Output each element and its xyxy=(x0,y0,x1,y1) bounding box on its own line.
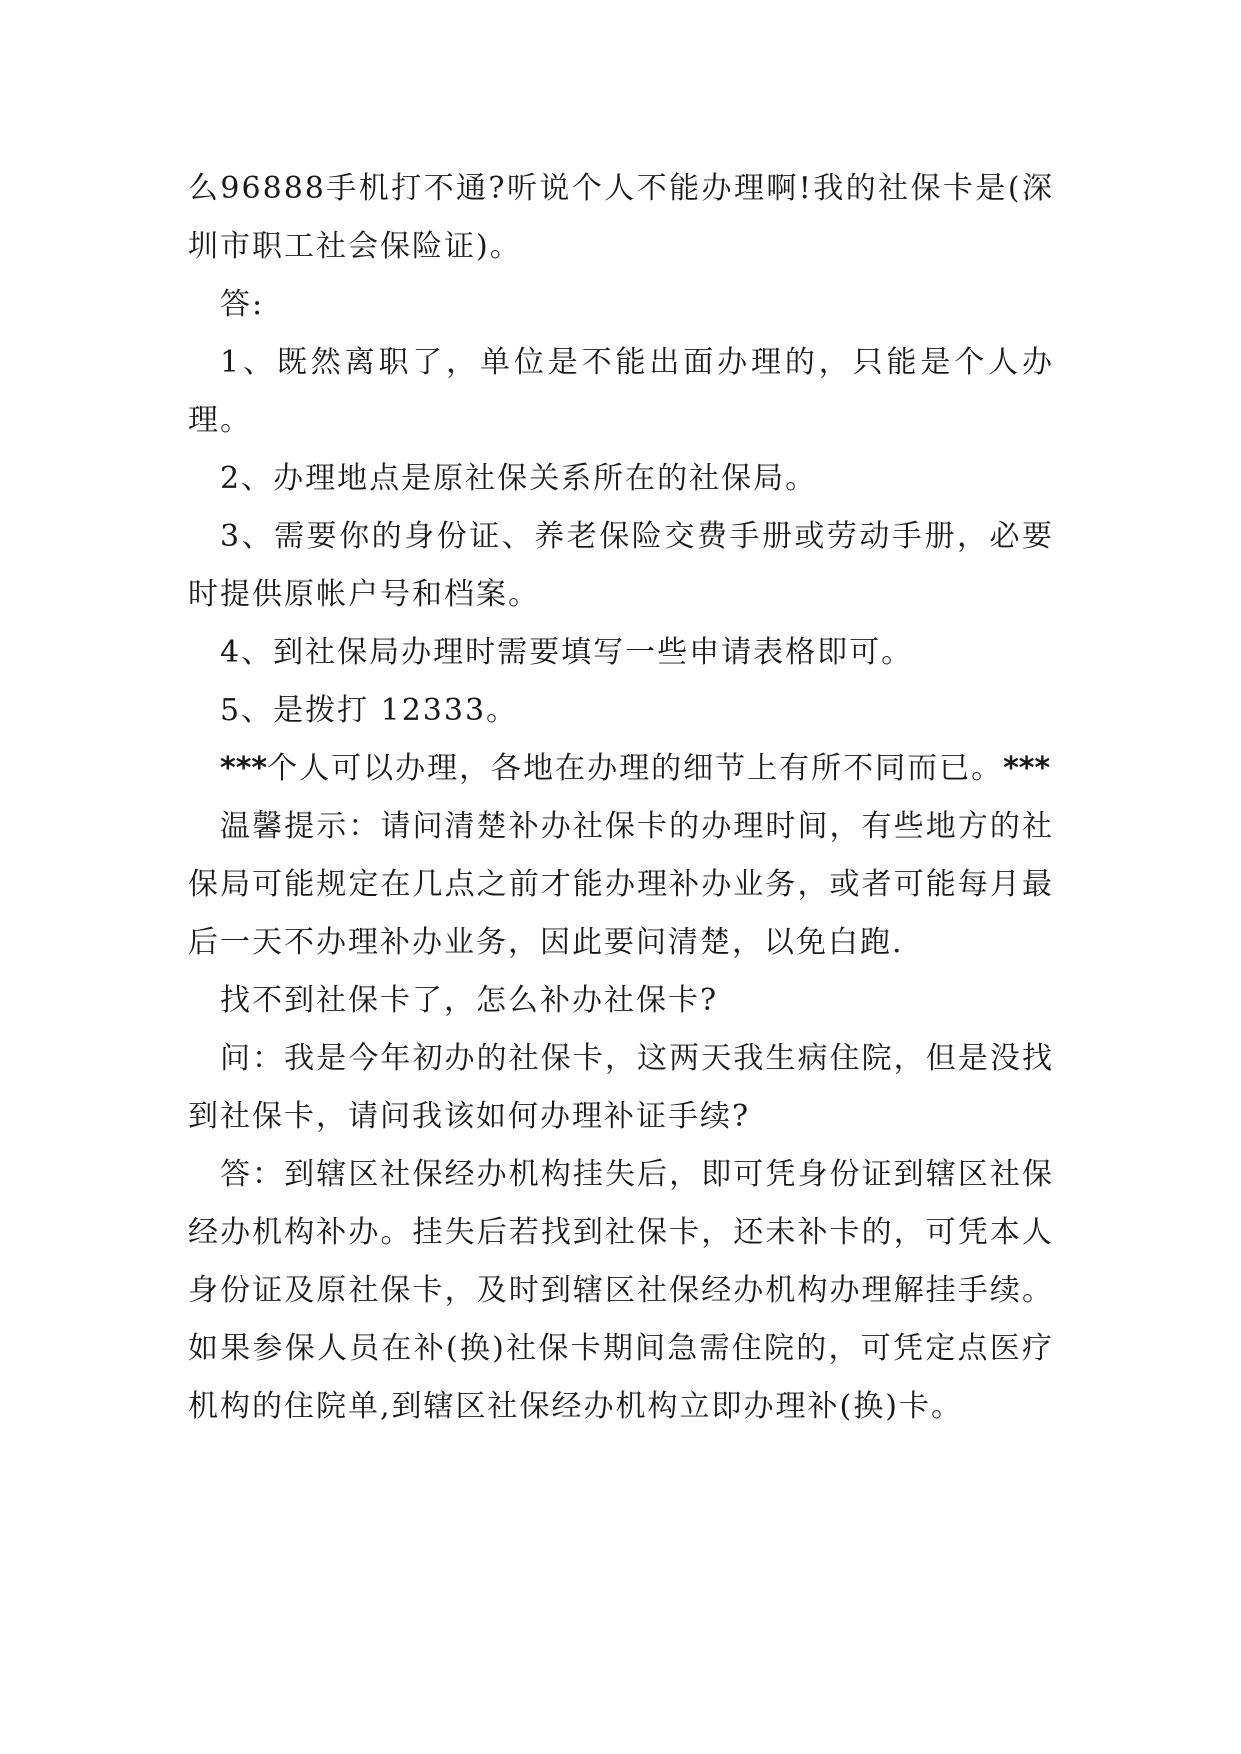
paragraph-question: 问：我是今年初办的社保卡，这两天我生病住院，但是没找到社保卡，请问我该如何办理补证手续? xyxy=(188,1041,1054,1134)
paragraph-answer-item-1: 1、既然离职了，单位是不能出面办理的，只能是个人办理。 xyxy=(188,345,1054,438)
paragraph-answer-label: 答: xyxy=(220,287,265,322)
paragraph-tip: 温馨提示：请问清楚补办社保卡的办理时间，有些地方的社保局可能规定在几点之前才能办理补办业务，或者可能每月最后一天不办理补办业务，因此要问清楚，以免白跑. xyxy=(188,809,1054,960)
note-text: 个人可以办理，各地在办理的细节上有所不同而已。 xyxy=(267,751,1004,786)
paragraph-answer-item-4: 4、到社保局办理时需要填写一些申请表格即可。 xyxy=(220,635,914,670)
document-page xyxy=(188,160,1054,1436)
paragraph-heading-question: 找不到社保卡了，怎么补办社保卡? xyxy=(220,983,719,1018)
stars-before: *** xyxy=(220,751,268,786)
paragraph-continuation: 么96888手机打不通?听说个人不能办理啊!我的社保卡是(深圳市职工社会保险证)。 xyxy=(188,171,1054,264)
paragraph-note xyxy=(188,740,1054,798)
stars-after: *** xyxy=(1003,751,1051,786)
paragraph-answer-item-5: 5、是拨打 12333。 xyxy=(220,693,519,728)
paragraph-answer: 答：到辖区社保经办机构挂失后，即可凭身份证到辖区社保经办机构补办。挂失后若找到社保卡，还未补卡的，可凭本人身份证及原社保卡，及时到辖区社保经办机构办理解挂手续。如果参保人员在补(换)社保卡期间急需住院的，可凭定点医疗机构的住院单,到辖区社保经办机构立即办理补(换)卡。 xyxy=(188,1157,1054,1424)
paragraph-answer-item-3: 3、需要你的身份证、养老保险交费手册或劳动手册，必要时提供原帐户号和档案。 xyxy=(188,519,1054,612)
paragraph-answer-item-2: 2、办理地点是原社保关系所在的社保局。 xyxy=(220,461,818,496)
